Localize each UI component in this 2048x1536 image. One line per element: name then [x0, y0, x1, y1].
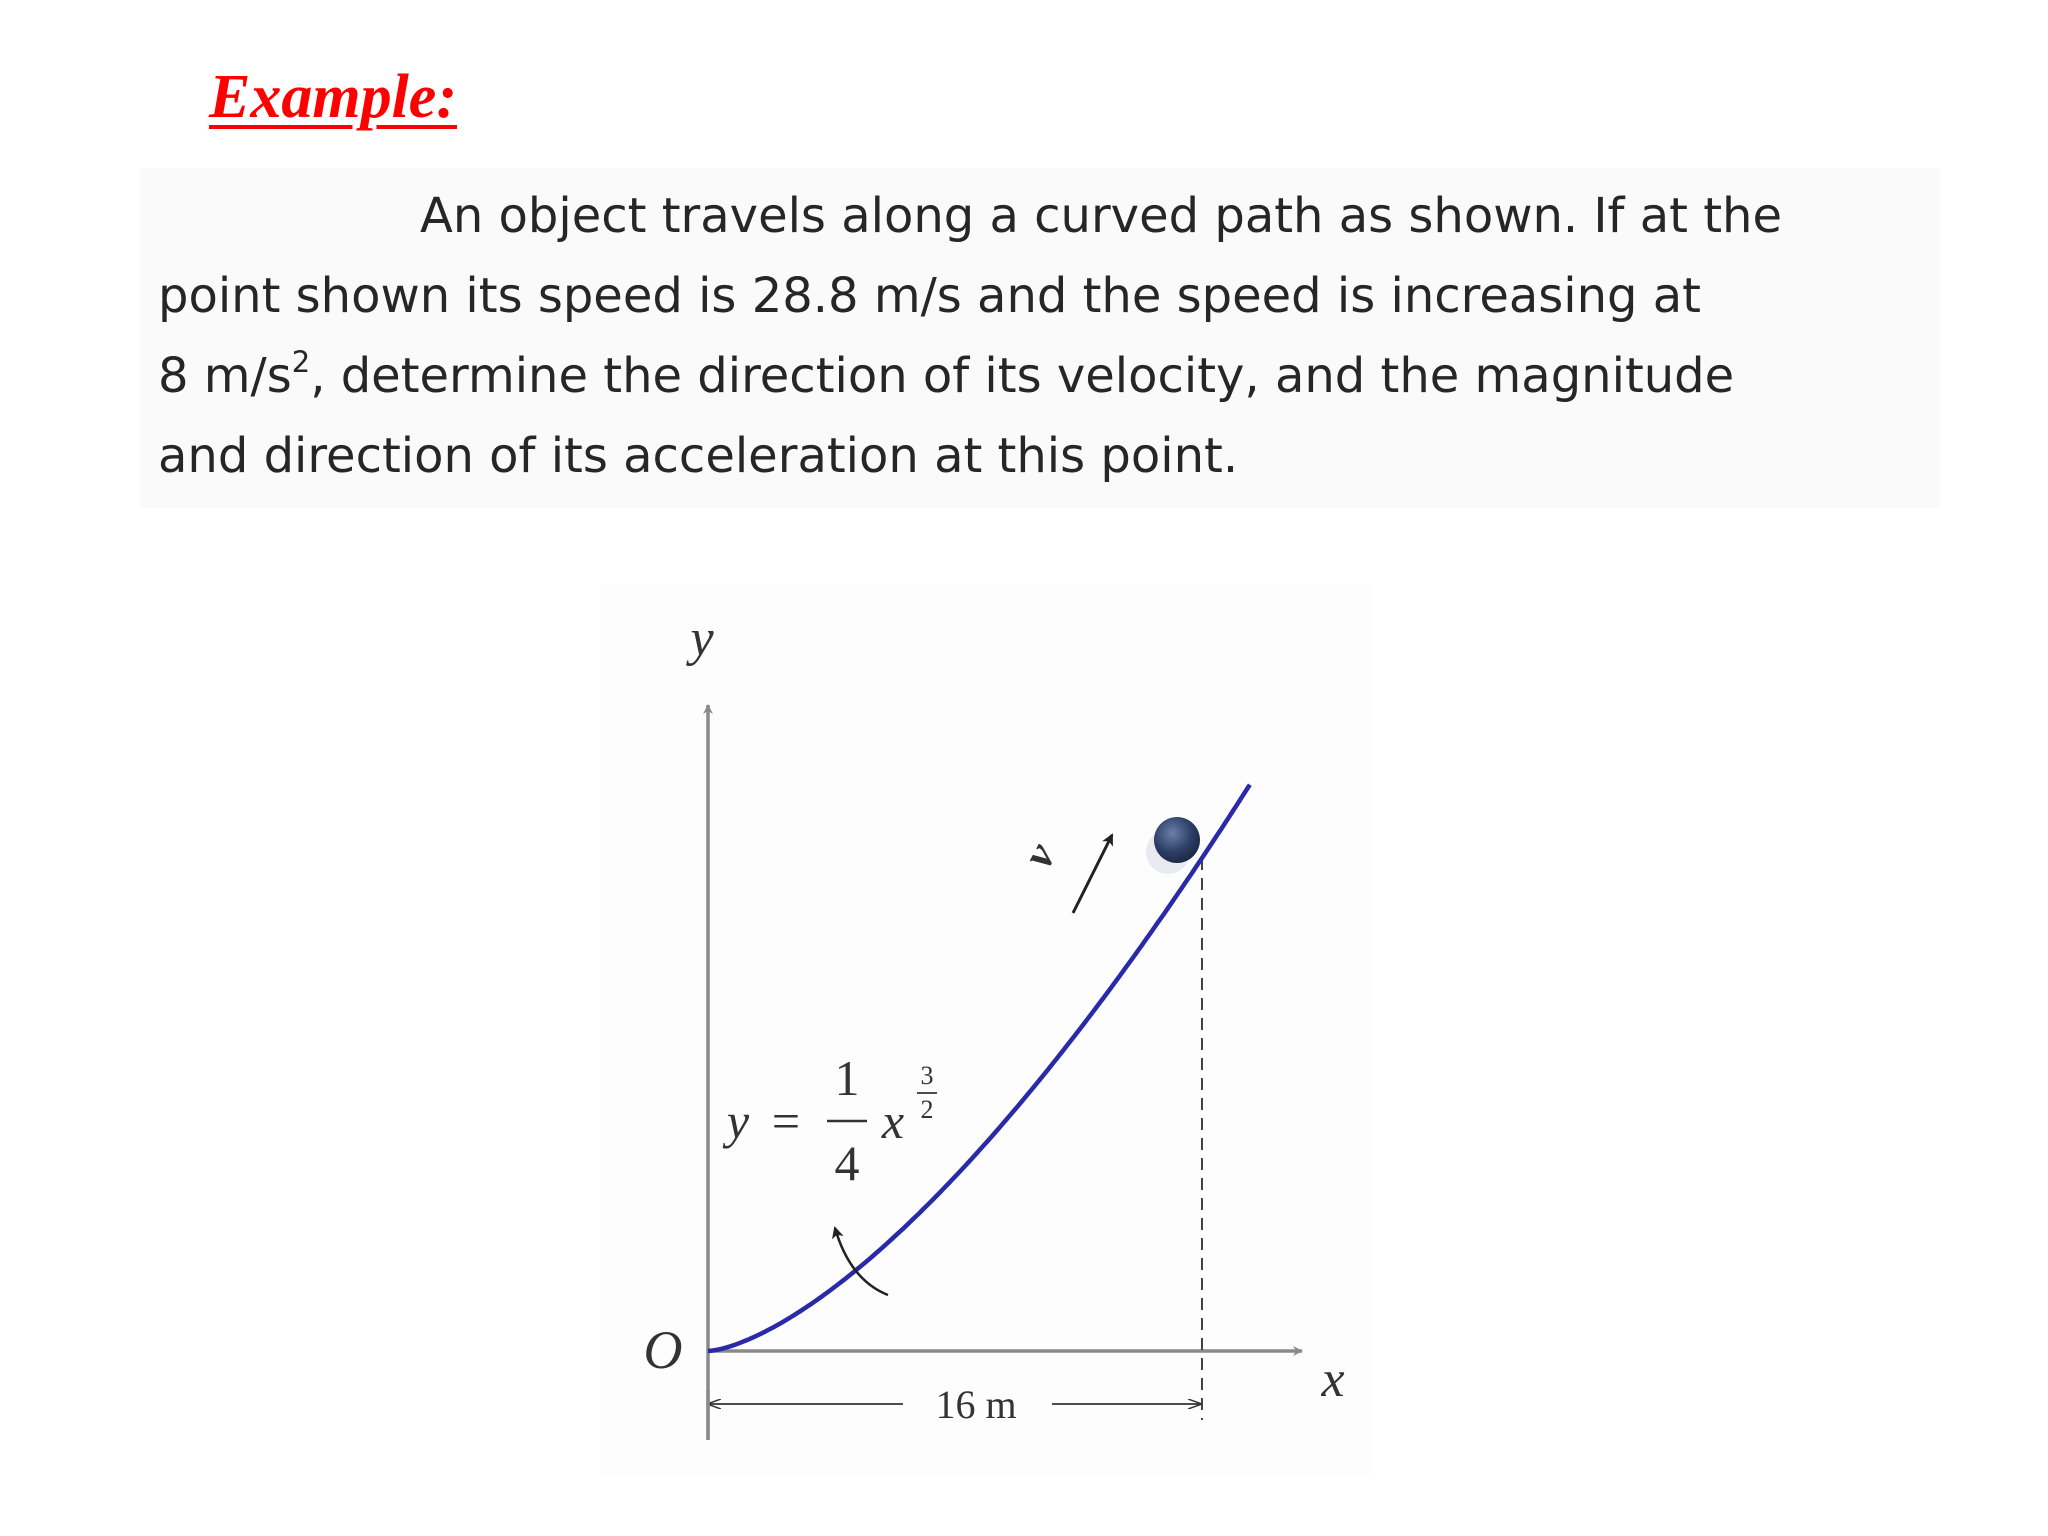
- equation-lhs: y: [726, 1093, 750, 1149]
- problem-line-3-rest: , determine the direction of its velocity, and the magnitude: [310, 348, 1735, 404]
- acceleration-value: 8 m/s: [158, 348, 292, 404]
- origin-label: O: [643, 1320, 683, 1380]
- equation-denominator: 4: [834, 1135, 860, 1191]
- distance-label: 16 m: [935, 1382, 1017, 1427]
- velocity-label: v: [1012, 835, 1066, 876]
- acceleration-exponent: 2: [291, 345, 311, 379]
- x-axis-label: x: [1321, 1351, 1345, 1408]
- y-axis-label: y: [690, 610, 714, 667]
- path-equation: [722, 1050, 937, 1191]
- problem-line-2: point shown its speed is 28.8 m/s and the speed is increasing at: [158, 268, 1701, 324]
- problem-line-4: and direction of its acceleration at this point.: [158, 428, 1239, 484]
- equation-numerator: 1: [834, 1050, 860, 1106]
- equation-equals: =: [771, 1093, 801, 1149]
- example-heading: Example:: [209, 63, 457, 131]
- equation-exponent-denominator: 2: [920, 1095, 934, 1124]
- equation-pointer-arrow: [835, 1228, 888, 1295]
- equation-exponent-numerator: 3: [920, 1061, 934, 1090]
- object-ball: [1154, 817, 1200, 863]
- problem-line-1: An object travels along a curved path as shown. If at the: [420, 188, 1782, 244]
- velocity-arrow: [1073, 835, 1112, 913]
- equation-variable: x: [881, 1093, 905, 1149]
